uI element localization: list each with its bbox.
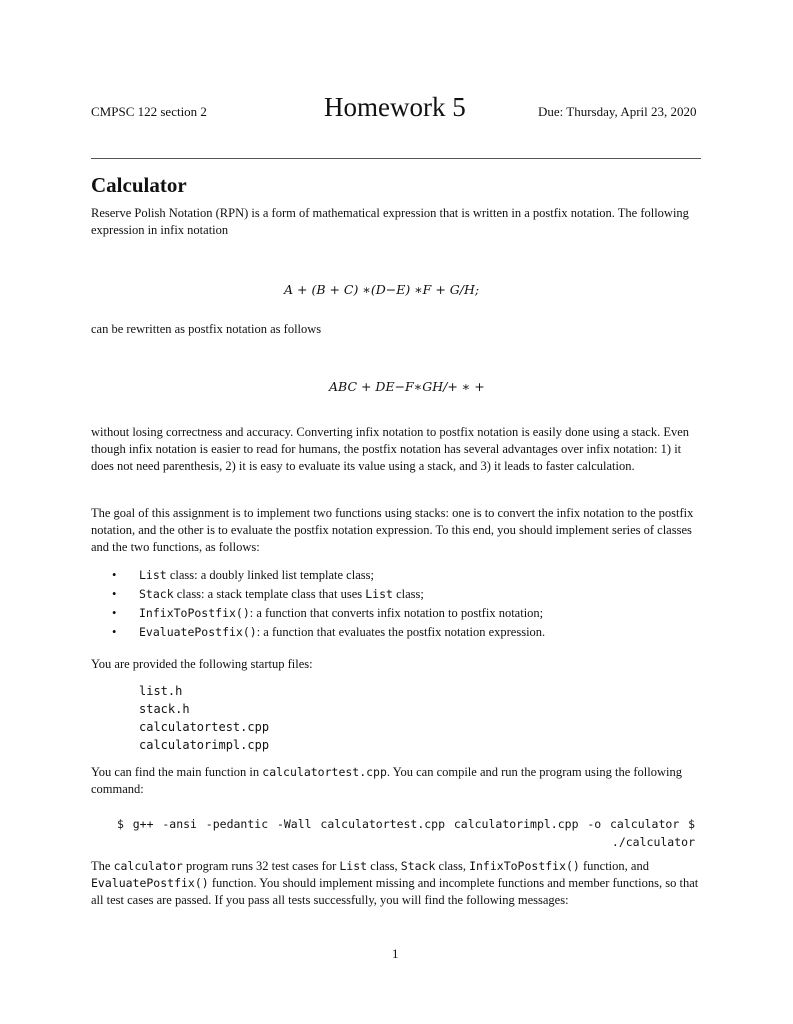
evaluate-function-code: EvaluatePostfix() [139, 625, 257, 639]
evaluate-function-text: : a function that evaluates the postfix notation expression. [256, 625, 546, 639]
homework-title: Homework 5 [324, 92, 466, 122]
final-text: class, [435, 859, 470, 873]
final-code: Stack [400, 859, 436, 873]
stack-class-text: class: a stack template class that uses [173, 587, 366, 601]
final-code: List [339, 859, 368, 873]
final-text: class, [367, 859, 401, 873]
main-text-end: . You can compile and run the program using the following command: [91, 765, 682, 796]
header-divider [91, 158, 701, 159]
main-text-start: You can find the main function in [91, 765, 263, 779]
final-text: program runs 32 test cases for [182, 859, 340, 873]
stack-list-code: List [365, 587, 393, 601]
final-code: calculator [113, 859, 183, 873]
list-item [112, 566, 702, 585]
final-code: InfixToPostfix() [469, 859, 580, 873]
page-number: 1 [392, 946, 399, 961]
main-file-code: calculatortest.cpp [262, 765, 387, 779]
goal-paragraph: The goal of this assignment is to implement two functions using stacks: one is to convert the infix notation to the postfix notation, and the other is to evaluate the postfix notation expression. To this end, you should implement series of classes and the two functions, as follows: [91, 506, 694, 554]
bullet-icon: • [112, 568, 117, 582]
final-text: function, and [579, 859, 649, 873]
file-name: stack.h [139, 702, 190, 716]
infix-expression: A + (B + C) ∗(D−E) ∗F + G/H; [284, 282, 480, 297]
list-class-code: List [139, 568, 167, 582]
bullet-icon: • [112, 625, 117, 639]
file-name: list.h [139, 684, 183, 698]
list-class-text: class: a doubly linked list template class; [166, 568, 374, 582]
course-label: CMPSC 122 section 2 [91, 104, 207, 119]
stack-class-code: Stack [139, 587, 174, 601]
requirements-list [112, 566, 702, 642]
intro-paragraph: Reserve Polish Notation (RPN) is a form of mathematical expression that is written in a postfix notation. The following expression in infix notation [91, 206, 689, 237]
startup-files-intro: You are provided the following startup files: [91, 657, 313, 671]
compile-command: $ g++ -ansi -pedantic -Wall calculatortest.cpp calculatorimpl.cpp -o calculator $ ./calculator [117, 817, 695, 849]
rewrite-paragraph: can be rewritten as postfix notation as follows [91, 322, 322, 336]
stack-class-tail: class; [392, 587, 424, 601]
infix-function-text: : a function that converts infix notation to postfix notation; [249, 606, 544, 620]
list-item [112, 604, 702, 623]
infix-function-code: InfixToPostfix() [139, 606, 250, 620]
final-text: The [91, 859, 114, 873]
test-cases-paragraph [91, 858, 701, 909]
main-function-paragraph [91, 764, 701, 798]
due-date: Due: Thursday, April 23, 2020 [538, 104, 697, 119]
advantages-paragraph: without losing correctness and accuracy. Converting infix notation to postfix notation is easily done using a stack. Even though infix notation is easier to read for humans, the postfix notation has several advantages over infix notation: 1) it does not need parenthesis, 2) it is easy to evaluate its value using a stack, and 3) it leads to faster calculation. [91, 425, 690, 473]
file-name: calculatorimpl.cpp [139, 738, 270, 752]
final-text: function. You should implement missing and incomplete functions and member functions, so that all test cases are passed. If you pass all tests successfully, you will find the following messages: [91, 876, 699, 907]
postfix-expression: ABC + DE−F∗GH/+ ∗ + [329, 379, 485, 394]
list-item [112, 623, 702, 642]
section-heading: Calculator [91, 173, 187, 197]
startup-files-list [139, 682, 269, 754]
list-item [112, 585, 702, 604]
bullet-icon: • [112, 606, 117, 620]
file-name: calculatortest.cpp [139, 720, 270, 734]
final-code: EvaluatePostfix() [91, 876, 209, 890]
bullet-icon: • [112, 587, 117, 601]
